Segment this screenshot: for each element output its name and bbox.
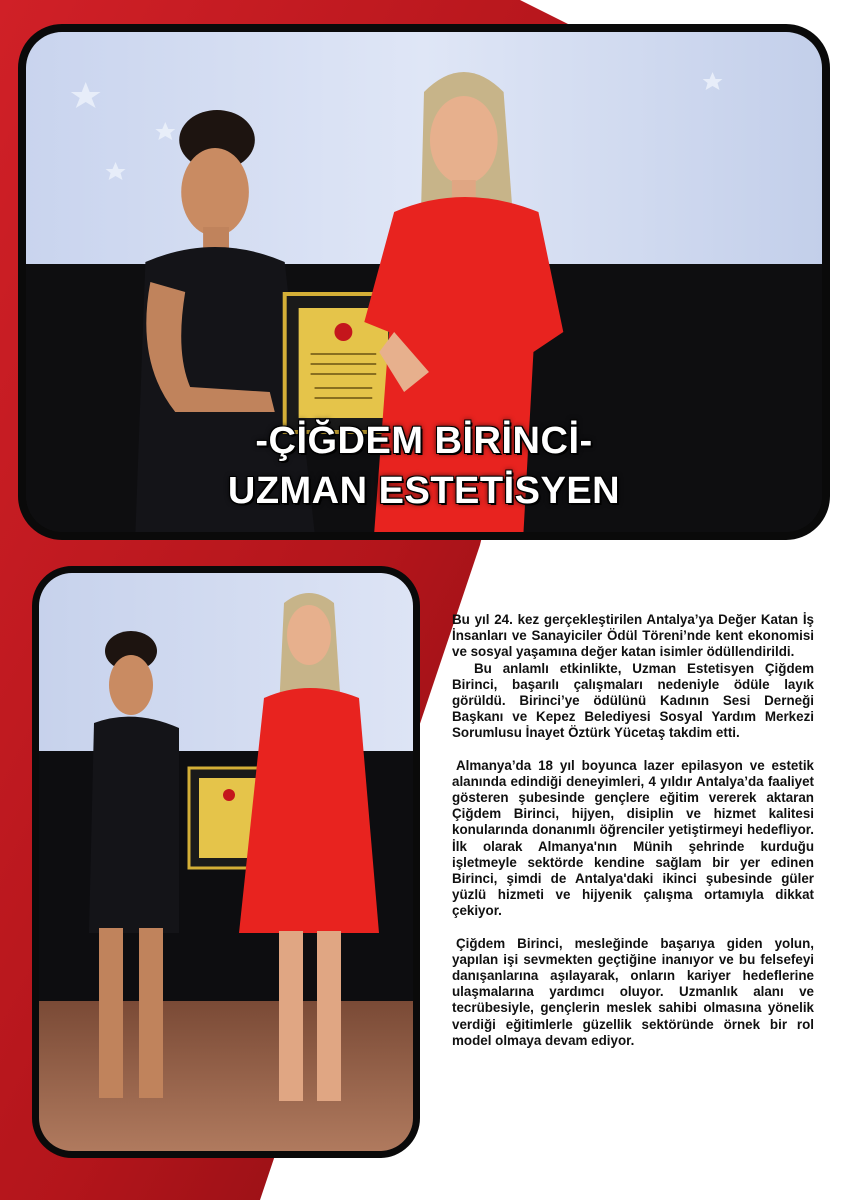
article-paragraph-4: Çiğdem Birinci, mesleğinde başarıya giden yolun, yapılan işi sevmekten geçtiğine inanıyor ve bu felsefeyi danışanlarına aşılayarak, onların kariyer hedeflerine ulaşmalarına yardımcı oluyor. Uzmanlık alanı ve tecrübesiyle, gençlerin meslek sahibi olmasına yönelik verdiği eğitimlerle güzellik sektöründe örnek bir rol model olmaya devam ediyor. xyxy=(452,935,814,1048)
article-paragraph-1: Bu yıl 24. kez gerçekleştirilen Antalya’ya Değer Katan İş İnsanları ve Sanayiciler Ödül Töreni’nde kent ekonomisi ve sosyal yaşamına değer katan isimler ödüllendirildi. xyxy=(452,612,814,660)
headline-name: -ÇİĞDEM BİRİNCİ- xyxy=(255,420,593,462)
article-paragraph-3: Almanya’da 18 yıl boyunca lazer epilasyon ve estetik alanında edindiği deneyimleri, 4 yıldır Antalya’da faaliyet gösteren şubesinde gençlere eğitim vererek aktaran Çiğdem Birinci, hijyen, disiplin ve hizmet kalitesi konularında donanımlı öğrenciler yetiştirmeyi hedefliyor. İlk olarak Almanya'nın Münih şehrinde kurduğu işletmeyle sektörde kendine sağlam bir yer edinen Birinci, şimdi de Antalya'daki ikinci şubesinde güler yüzlü hizmeti ve hijyenik çalışma ortamıyla dikkat çekiyor. xyxy=(452,757,814,919)
award-photo-bottom xyxy=(32,566,420,1158)
headline-title: UZMAN ESTETİSYEN xyxy=(227,470,621,512)
article-paragraph-2: Bu anlamlı etkinlikte, Uzman Estetisyen Çiğdem Birinci, başarılı çalışmaları nedeniyle ödüle layık görüldü. Birinci’ye ödülünü Kadının Sesi Derneği Başkanı ve Kepez Belediyesi Sosyal Yardım Merkezi Sorumlusu İnayet Öztürk Yücetaş takdim etti. xyxy=(452,660,814,741)
article-body xyxy=(452,612,814,1049)
